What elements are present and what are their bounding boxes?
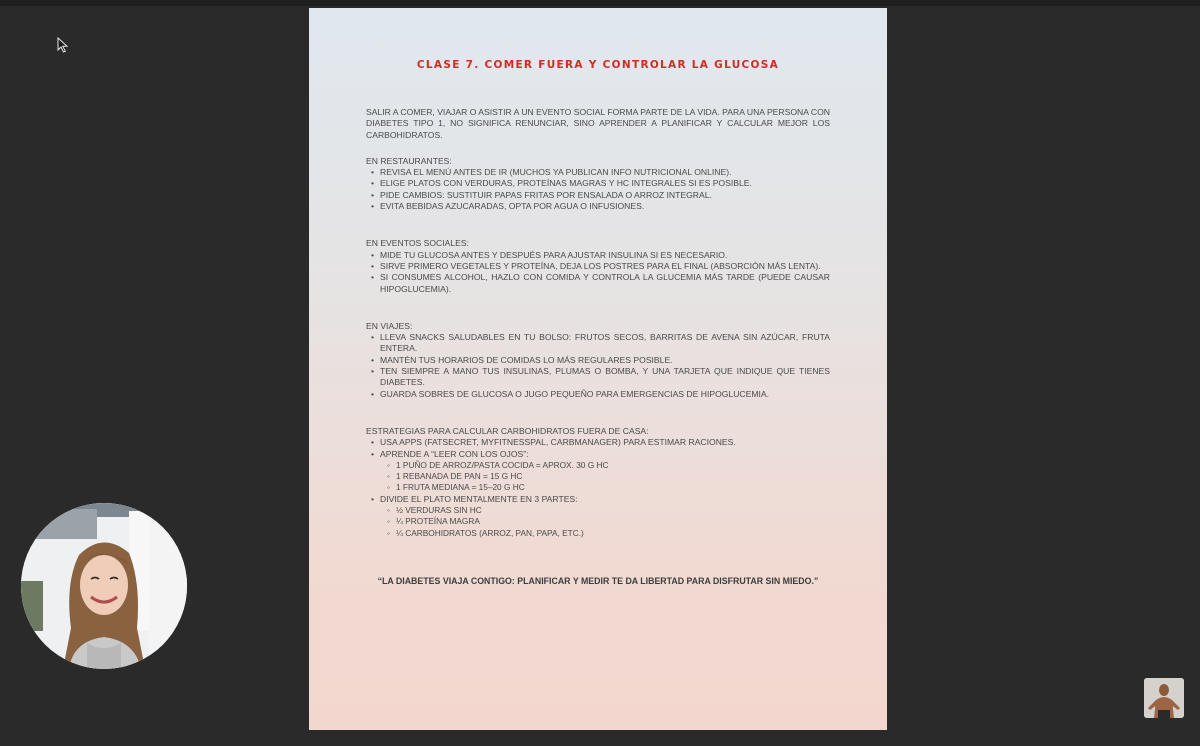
section-social-events bbox=[366, 238, 830, 294]
presenter-video-frame bbox=[21, 503, 187, 669]
sub-list-item: ◦ 1 FRUTA MEDIANA = 15–20 G HC bbox=[396, 482, 830, 493]
sub-list-item: ◦ 1 REBANADA DE PAN = 15 G HC bbox=[396, 471, 830, 482]
bullet-list bbox=[366, 167, 830, 212]
participant-thumbnail[interactable] bbox=[1144, 678, 1184, 718]
sub-list bbox=[380, 505, 830, 539]
section-strategies bbox=[366, 426, 830, 539]
list-item: • SI CONSUMES ALCOHOL, HAZLO CON COMIDA Y CONTROLA LA GLUCEMIA MÁS TARDE (PUEDE CAUSAR HIPOGLUCEMIA). bbox=[380, 272, 830, 295]
sub-list-item: ◦ ¼ CARBOHIDRATOS (ARROZ, PAN, PAPA, ETC.) bbox=[396, 528, 830, 539]
list-item: • GUARDA SOBRES DE GLUCOSA O JUGO PEQUEÑO PARA EMERGENCIAS DE HIPOGLUCEMIA. bbox=[380, 389, 830, 400]
bullet-list bbox=[366, 250, 830, 295]
shared-document-page[interactable] bbox=[309, 8, 887, 730]
section-heading: EN VIAJES: bbox=[366, 320, 413, 331]
sub-list-item: ◦ 1 PUÑO DE ARROZ/PASTA COCIDA = APROX. 30 G HC bbox=[396, 460, 830, 471]
list-item bbox=[380, 449, 830, 494]
participant-thumbnail-image bbox=[1144, 678, 1184, 718]
sub-list-item: ◦ ¼ PROTEÍNA MAGRA bbox=[396, 516, 830, 527]
section-heading: EN RESTAURANTES: bbox=[366, 155, 452, 166]
list-item: • TEN SIEMPRE A MANO TUS INSULINAS, PLUMAS O BOMBA, Y UNA TARJETA QUE INDIQUE QUE TIENES DIABETES. bbox=[380, 366, 830, 389]
mouse-pointer-icon bbox=[57, 37, 69, 53]
closing-quote: “LA DIABETES VIAJA CONTIGO: PLANIFICAR Y MEDIR TE DA LIBERTAD PARA DISFRUTAR SIN MIEDO.” bbox=[377, 575, 819, 586]
document-intro: SALIR A COMER, VIAJAR O ASISTIR A UN EVENTO SOCIAL FORMA PARTE DE LA VIDA. PARA UNA PERSONA CON DIABETES TIPO 1, NO SIGNIFICA RENUNCIAR, SINO APRENDER A PLANIFICAR Y CALCULAR MEJOR LOS CARBOHIDRATOS. bbox=[366, 107, 830, 140]
list-item bbox=[380, 494, 830, 539]
bullet-list bbox=[366, 332, 830, 400]
document-title: CLASE 7. COMER FUERA Y CONTROLAR LA GLUCOSA bbox=[416, 59, 780, 71]
list-item-text: USA APPS (FATSECRET, MYFITNESSPAL, CARBMANAGER) PARA ESTIMAR RACIONES. bbox=[380, 437, 736, 448]
section-restaurants bbox=[366, 156, 830, 212]
list-item: • PIDE CAMBIOS: SUSTITUIR PAPAS FRITAS POR ENSALADA O ARROZ INTEGRAL. bbox=[380, 190, 830, 201]
sub-list bbox=[380, 460, 830, 494]
list-item bbox=[380, 437, 830, 448]
bullet-list bbox=[366, 437, 830, 539]
section-heading: ESTRATEGIAS PARA CALCULAR CARBOHIDRATOS FUERA DE CASA: bbox=[366, 425, 649, 436]
list-item: • ELIGE PLATOS CON VERDURAS, PROTEÍNAS MAGRAS Y HC INTEGRALES SI ES POSIBLE. bbox=[380, 178, 830, 189]
list-item: • LLEVA SNACKS SALUDABLES EN TU BOLSO: FRUTOS SECOS, BARRITAS DE AVENA SIN AZÚCAR, FRUTA ENTERA. bbox=[380, 332, 830, 355]
list-item: • REVISA EL MENÚ ANTES DE IR (MUCHOS YA PUBLICAN INFO NUTRICIONAL ONLINE). bbox=[380, 167, 830, 178]
section-heading: EN EVENTOS SOCIALES: bbox=[366, 238, 469, 249]
list-item-text: DIVIDE EL PLATO MENTALMENTE EN 3 PARTES: bbox=[380, 493, 578, 504]
list-item: • EVITA BEBIDAS AZUCARADAS, OPTA POR AGUA O INFUSIONES. bbox=[380, 201, 830, 212]
section-travel bbox=[366, 321, 830, 400]
presenter-webcam-video[interactable] bbox=[21, 503, 187, 669]
list-item: • MIDE TU GLUCOSA ANTES Y DESPUÉS PARA AJUSTAR INSULINA SI ES NECESARIO. bbox=[380, 250, 830, 261]
window-top-edge bbox=[0, 0, 1200, 6]
list-item: • MANTÉN TUS HORARIOS DE COMIDAS LO MÁS REGULARES POSIBLE. bbox=[380, 355, 830, 366]
list-item-text: APRENDE A “LEER CON LOS OJOS”: bbox=[380, 448, 529, 459]
sub-list-item: ◦ ½ VERDURAS SIN HC bbox=[396, 505, 830, 516]
list-item: • SIRVE PRIMERO VEGETALES Y PROTEÍNA, DEJA LOS POSTRES PARA EL FINAL (ABSORCIÓN MÁS LENTA). bbox=[380, 261, 830, 272]
